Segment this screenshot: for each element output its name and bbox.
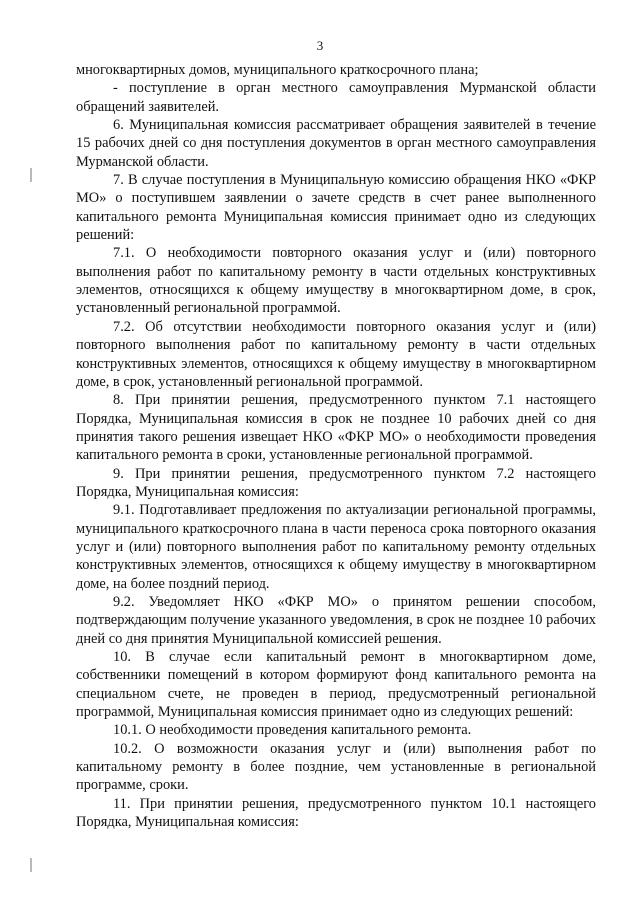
paragraph-7-1: 7.1. О необходимости повторного оказания услуг и (или) повторного выполнения работ по капитальному ремонту в части отдельных конструктивных элементов, относящихся к общему имуществу в многоквартирном доме, в срок, установленный региональной программой. [76, 245, 596, 317]
paragraph-8: 8. При принятии решения, предусмотренного пунктом 7.1 настоящего Порядка, Муниципальная комиссия в срок не позднее 10 рабочих дней со дня принятия такого решения извещает НКО «ФКР МО» о необходимости проведения капитального ремонта в сроки, установленные региональной программой. [76, 392, 596, 464]
paragraph-10-2: 10.2. О возможности оказания услуг и (или) выполнения работ по капитальному ремонту в более поздние, чем установленные в региональной программе, сроки. [76, 740, 596, 794]
paragraph-9-1: 9.1. Подготавливает предложения по актуализации региональной программы, муниципального краткосрочного плана в части переноса срока повторного оказания услуг и (или) повторного выполнения работ по капитальному ремонту отдельных конструктивных элементов, относящихся к общему имуществу в многоквартирном доме, на более поздний период. [76, 502, 596, 592]
paragraph-10-1: 10.1. О необходимости проведения капитального ремонта. [113, 722, 472, 739]
paragraph-list-item: - поступление в орган местного самоуправления Мурманской области обращений заявителей. [76, 80, 596, 115]
document-body [76, 61, 596, 831]
paragraph-continuation: многоквартирных домов, муниципального краткосрочного плана; [76, 62, 479, 78]
scan-mark-top [30, 168, 32, 182]
paragraph-6: 6. Муниципальная комиссия рассматривает обращения заявителей в течение 15 рабочих дней со дня поступления документов в орган местного самоуправления Мурманской области. [76, 117, 596, 170]
paragraph-10: 10. В случае если капитальный ремонт в многоквартирном доме, собственники помещений в котором формируют фонд капитального ремонта на специальном счете, не проведен в период, предусмотренный региональной программой, Муниципальная комиссия принимает одно из следующих решений: [76, 649, 596, 721]
paragraph-7: 7. В случае поступления в Муниципальную комиссию обращения НКО «ФКР МО» о поступившем заявлении о зачете средств в счет ранее выполненного капитального ремонта Муниципальная комиссия принимает одно из следующих решений: [76, 172, 596, 244]
paragraph-9-2: 9.2. Уведомляет НКО «ФКР МО» о принятом решении способом, подтверждающим получение указанного уведомления, в срок не позднее 10 рабочих дней со дня принятия Муниципальной комиссией решения. [76, 593, 596, 647]
paragraph-7-2: 7.2. Об отсутствии необходимости повторного оказания услуг и (или) повторного выполнения работ по капитальному ремонту в части отдельных конструктивных элементов, относящихся к общему имуществу в многоквартирном доме, в срок, установленный региональной программой. [76, 318, 596, 390]
paragraph-9: 9. При принятии решения, предусмотренного пунктом 7.2 настоящего Порядка, Муниципальная комиссия: [76, 465, 596, 500]
paragraph-11: 11. При принятии решения, предусмотренного пунктом 10.1 настоящего Порядка, Муниципальная комиссия: [76, 795, 596, 831]
page-number: 3 [316, 38, 324, 53]
scan-mark-bottom [30, 858, 32, 872]
